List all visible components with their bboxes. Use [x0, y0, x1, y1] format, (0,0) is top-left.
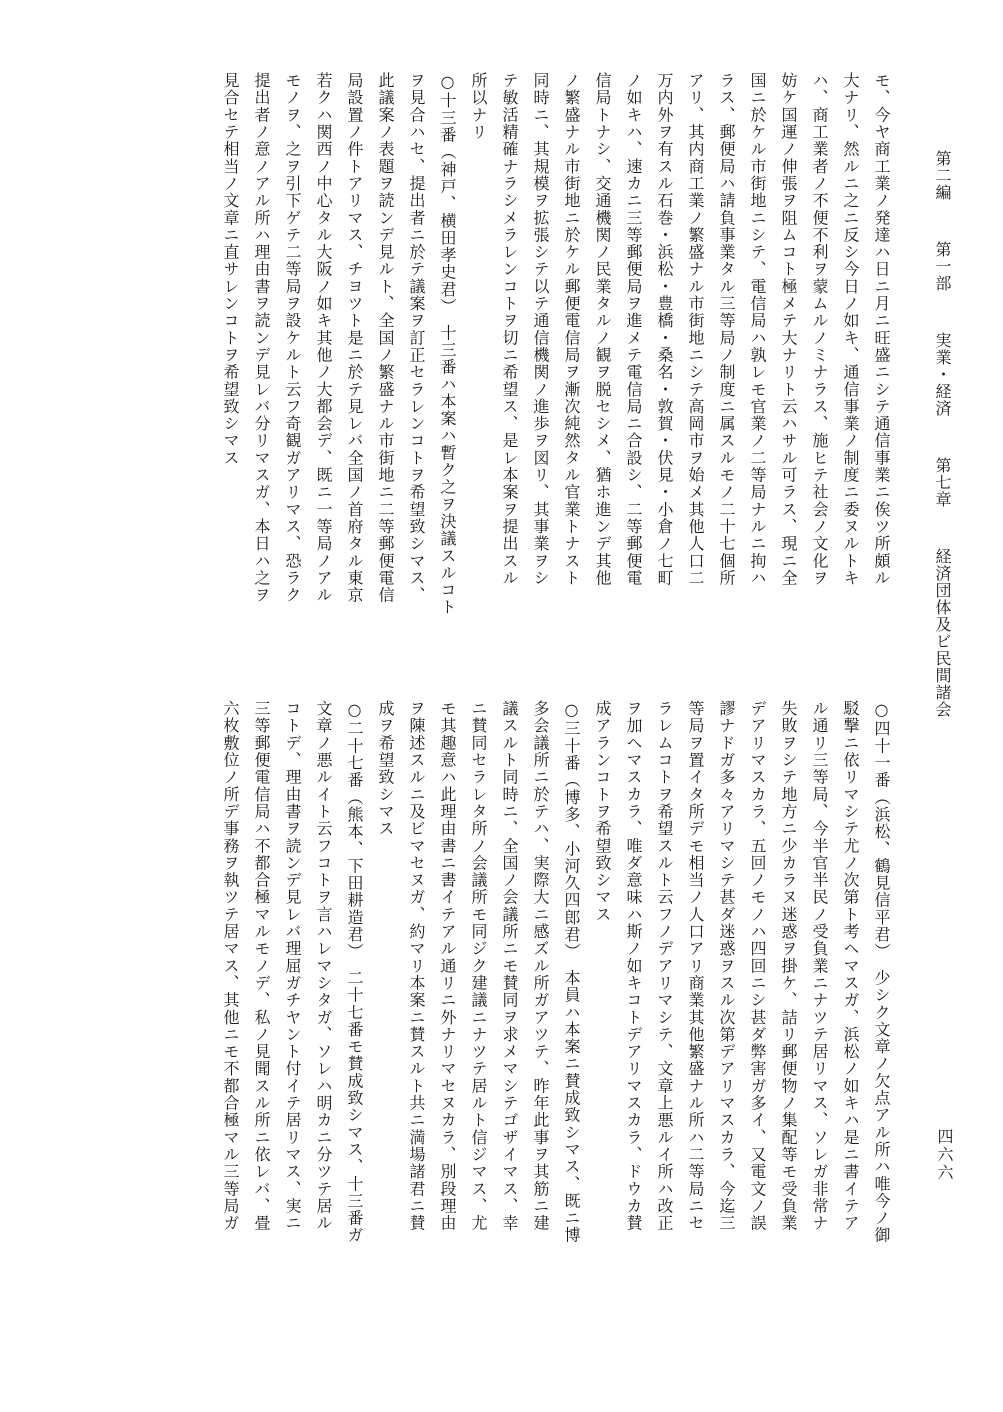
text-column: ヲ加ヘマスカラ、唯ダ意味ハ斯ノ如キコトデアリマスカラ、ドウカ賛 [624, 700, 643, 1232]
text-column: ラレムコトヲ希望スルト云フノデアリマシテ、文章上悪ルイ所ハ改正 [655, 700, 674, 1232]
text-column: 同時ニ、其規模ヲ拡張シテ以テ通信機関ノ進歩ヲ図リ、其事業ヲシ [531, 72, 550, 587]
text-column: 六枚敷位ノ所デ事務ヲ執ツテ居マス、其他ニモ不都合極マル三等局ガ [221, 700, 240, 1232]
text-column: 文章ノ悪ルイト云フコトヲ言ハレマシタガ、ソレハ明カニ分ツテ居ル [314, 700, 333, 1232]
text-column: ル通リ三等局、今半官半民ノ受負業ニナツテ居リマス、ソレガ非常ナ [810, 700, 829, 1232]
text-column: 成ヲ希望致シマス [376, 700, 395, 838]
text-column: 成アランコトヲ希望致シマス [593, 700, 612, 923]
text-column: 局設置ノ件トアリマス、チヨツト是ニ於テ見レバ全国ノ首府タル東京 [345, 72, 364, 604]
page-number: 四六六 [935, 1128, 954, 1182]
text-column: 若クハ関西ノ中心タル大阪ノ如キ其他ノ大都会デ、既ニ一等局ノアル [314, 72, 333, 604]
text-column: ハ、商工業者ノ不便不利ヲ蒙ムルノミナラス、施ヒテ社会ノ文化ヲ [810, 72, 829, 587]
speaker-41-column: ○四十一番（浜松、鶴見信平君） 少シク文章ノ欠点アル所ハ唯今ノ御 [872, 700, 891, 1244]
text-column: 国ニ於ケル市街地ニシテ、電信局ハ孰レモ官業ノ二等局ナルニ拘ハ [748, 72, 767, 587]
upper-text-block [77, 72, 897, 624]
text-column: 妨ケ国運ノ伸張ヲ阻ムコト極メテ大ナリト云ハサル可ラス、現ニ全 [779, 72, 798, 587]
speaker-13-column: ○十三番（神戸、横田孝史君） 十三番ハ本案ハ暫ク之ヲ決議スルコト [438, 72, 457, 616]
text-column: 所以ナリ [469, 72, 488, 141]
text-column: ノ如キハ、速カニ三等郵便局ヲ進メテ電信局ニ合設シ、二等郵便電 [624, 72, 643, 587]
header-part: 第二編 [933, 150, 952, 201]
text-column: テ敏活精確ナラシメラレンコトヲ切ニ希望ス、是レ本案ヲ提出スル [500, 72, 519, 587]
text-column: 大ナリ、然ルニ之ニ反シ今日ノ如キ、通信事業ノ制度ニ委ヌルトキ [841, 72, 860, 587]
header-chapter-title: 経済団体及ビ民間諸会 [933, 548, 952, 719]
text-column: デアリマスカラ、五回ノモノハ四回ニシ甚ダ弊害ガ多イ、又電文ノ誤 [748, 700, 767, 1232]
header-section: 第一部 [933, 241, 952, 293]
text-column: 此議案ノ表題ヲ読ンデ見ルト、全国ノ繁盛ナル市街地ニ二等郵便電信 [376, 72, 395, 604]
text-column: コトデ、理由書ヲ読ンデ見レバ理屈ガチヤント付イテ居リマス、実ニ [283, 700, 302, 1232]
text-column: 謬ナドガ多々アリマシテ甚ダ迷惑ヲスル次第デアリマスカラ、今迄三 [717, 700, 736, 1232]
text-column: 等局ヲ置イタ所デモ相当ノ人口アリ商業其他繁盛ナル所ハ二等局ニセ [686, 700, 705, 1232]
text-column: モノヲ、之ヲ引下ゲテ二等局ヲ設ケルト云フ奇観ガアリマス、恐ラク [283, 72, 302, 604]
text-column: 議スルト同時ニ、全国ノ会議所ニモ賛同ヲ求メマシテゴザイマス、幸 [500, 700, 519, 1232]
text-column: ノ繁盛ナル市街地ニ於ケル郵便電信局ヲ漸次純然タル官業トナスト [562, 72, 581, 587]
text-column: 万内外ヲ有スル石巻・浜松・豊橋・桑名・敦賀・伏見・小倉ノ七町 [655, 72, 674, 587]
header-chapter: 第七章 [933, 457, 952, 509]
text-column: ラス、郵便局ハ請負事業タル三等局ノ制度ニ属スルモノ二十七個所 [717, 72, 736, 587]
text-column: 失敗ヲシテ地方ニ少カラヌ迷惑ヲ掛ケ、詰リ郵便物ノ集配等モ受負業 [779, 700, 798, 1232]
text-column: ヲ見合ハセ、提出者ニ於テ議案ヲ訂正セラレンコトヲ希望致シマス、 [407, 72, 426, 604]
lower-text-block [77, 700, 897, 1340]
text-column: 信局トナシ、交通機関ノ民業タルノ観ヲ脱セシメ、猶ホ進ンデ其他 [593, 72, 612, 587]
header-category: 実業・経済 [933, 332, 952, 418]
speaker-30-column: ○三十番（博多、小河久四郎君） 本員ハ本案ニ賛成致シマス、既ニ博 [562, 700, 581, 1244]
text-column: モ其趣意ハ此理由書ニ書イテアル通リニ外ナリマセヌカラ、別段理由 [438, 700, 457, 1232]
text-column: 駁撃ニ依リマシテ尤ノ次第ト考ヘマスガ、浜松ノ如キハ是ニ書イテア [841, 700, 860, 1232]
text-column: アリ、其内商工業ノ繁盛ナル市街地ニシテ高岡市ヲ始メ其他人口二 [686, 72, 705, 587]
text-column: 三等郵便電信局ハ不都合極マルモノデ、私ノ見聞スル所ニ依レバ、畳 [252, 700, 271, 1232]
running-header [929, 150, 955, 719]
speaker-27-column: ○二十七番（熊本、下田耕造君） 二十七番モ賛成致シマス、十三番ガ [345, 700, 364, 1244]
text-column: 提出者ノ意ノアル所ハ理由書ヲ読ンデ見レバ分リマスガ、本日ハ之ヲ [252, 72, 271, 604]
text-column: モ、今ヤ商工業ノ発達ハ日ニ月ニ旺盛ニシテ通信事業ニ俟ツ所頗ル [872, 72, 891, 587]
text-column: ヲ陳述スルニ及ビマセヌガ、約マリ本案ニ賛スルト共ニ満場諸君ニ賛 [407, 700, 426, 1232]
text-column: 多会議所ニ於テハ、実際大ニ感ズル所ガアツテ、昨年此事ヲ其筋ニ建 [531, 700, 550, 1232]
text-column: ニ賛同セラレタ所ノ会議所モ同ジク建議ニナツテ居ルト信ジマス、尤 [469, 700, 488, 1232]
text-column: 見合セテ相当ノ文章ニ直サレンコトヲ希望致シマス [221, 72, 240, 467]
